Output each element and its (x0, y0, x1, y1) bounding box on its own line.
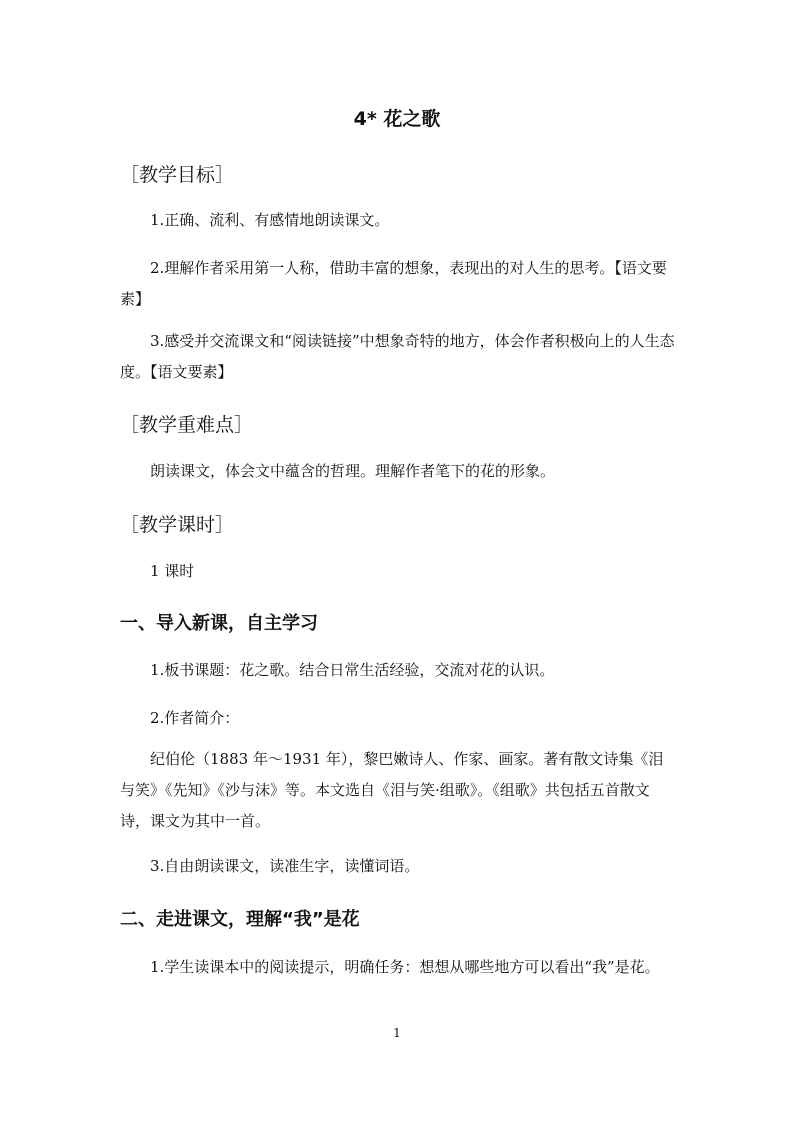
goal-item-1: 1.正确、流利、有感情地朗读课文。 (150, 211, 390, 229)
class-time-text: 1 课时 (150, 562, 195, 580)
document-title: 4* 花之歌 (353, 108, 441, 130)
key-points-heading: ［教学重难点］ (120, 414, 254, 436)
page-number: 1 (393, 1026, 401, 1040)
part2-heading: 二、走进课文，理解“我”是花 (120, 909, 360, 930)
part2-item-1: 1.学生读课本中的阅读提示，明确任务：想想从哪些地方可以看出“我”是花。 (150, 958, 660, 976)
part1-item-3: 3.自由朗读课文，读准生字，读懂词语。 (150, 857, 420, 875)
part1-item-1: 1.板书课题：花之歌。结合日常生活经验，交流对花的认识。 (150, 661, 555, 679)
goal-item-2: 2.理解作者采用第一人称，借助丰富的想象，表现出的对人生的思考。【语文要素】 (120, 259, 667, 308)
author-intro: 纪伯伦（1883 年～1931 年），黎巴嫩诗人、作家、画家。著有散文诗集《泪与笑》《先知》《沙与沫》等。本文选自《泪与笑·组歌》。《组歌》共包括五首散文诗，课文为其中一首。 (120, 750, 664, 830)
goals-heading: ［教学目标］ (120, 164, 235, 186)
class-time-heading: ［教学课时］ (120, 514, 235, 536)
part1-heading: 一、导入新课，自主学习 (120, 613, 318, 634)
part1-item-2: 2.作者简介： (150, 709, 240, 727)
goal-item-3: 3.感受并交流课文和“阅读链接”中想象奇特的地方，体会作者积极向上的人生态度。【语文要素】 (120, 332, 675, 381)
key-points-text: 朗读课文，体会文中蕴含的哲理。理解作者笔下的花的形象。 (150, 462, 556, 480)
